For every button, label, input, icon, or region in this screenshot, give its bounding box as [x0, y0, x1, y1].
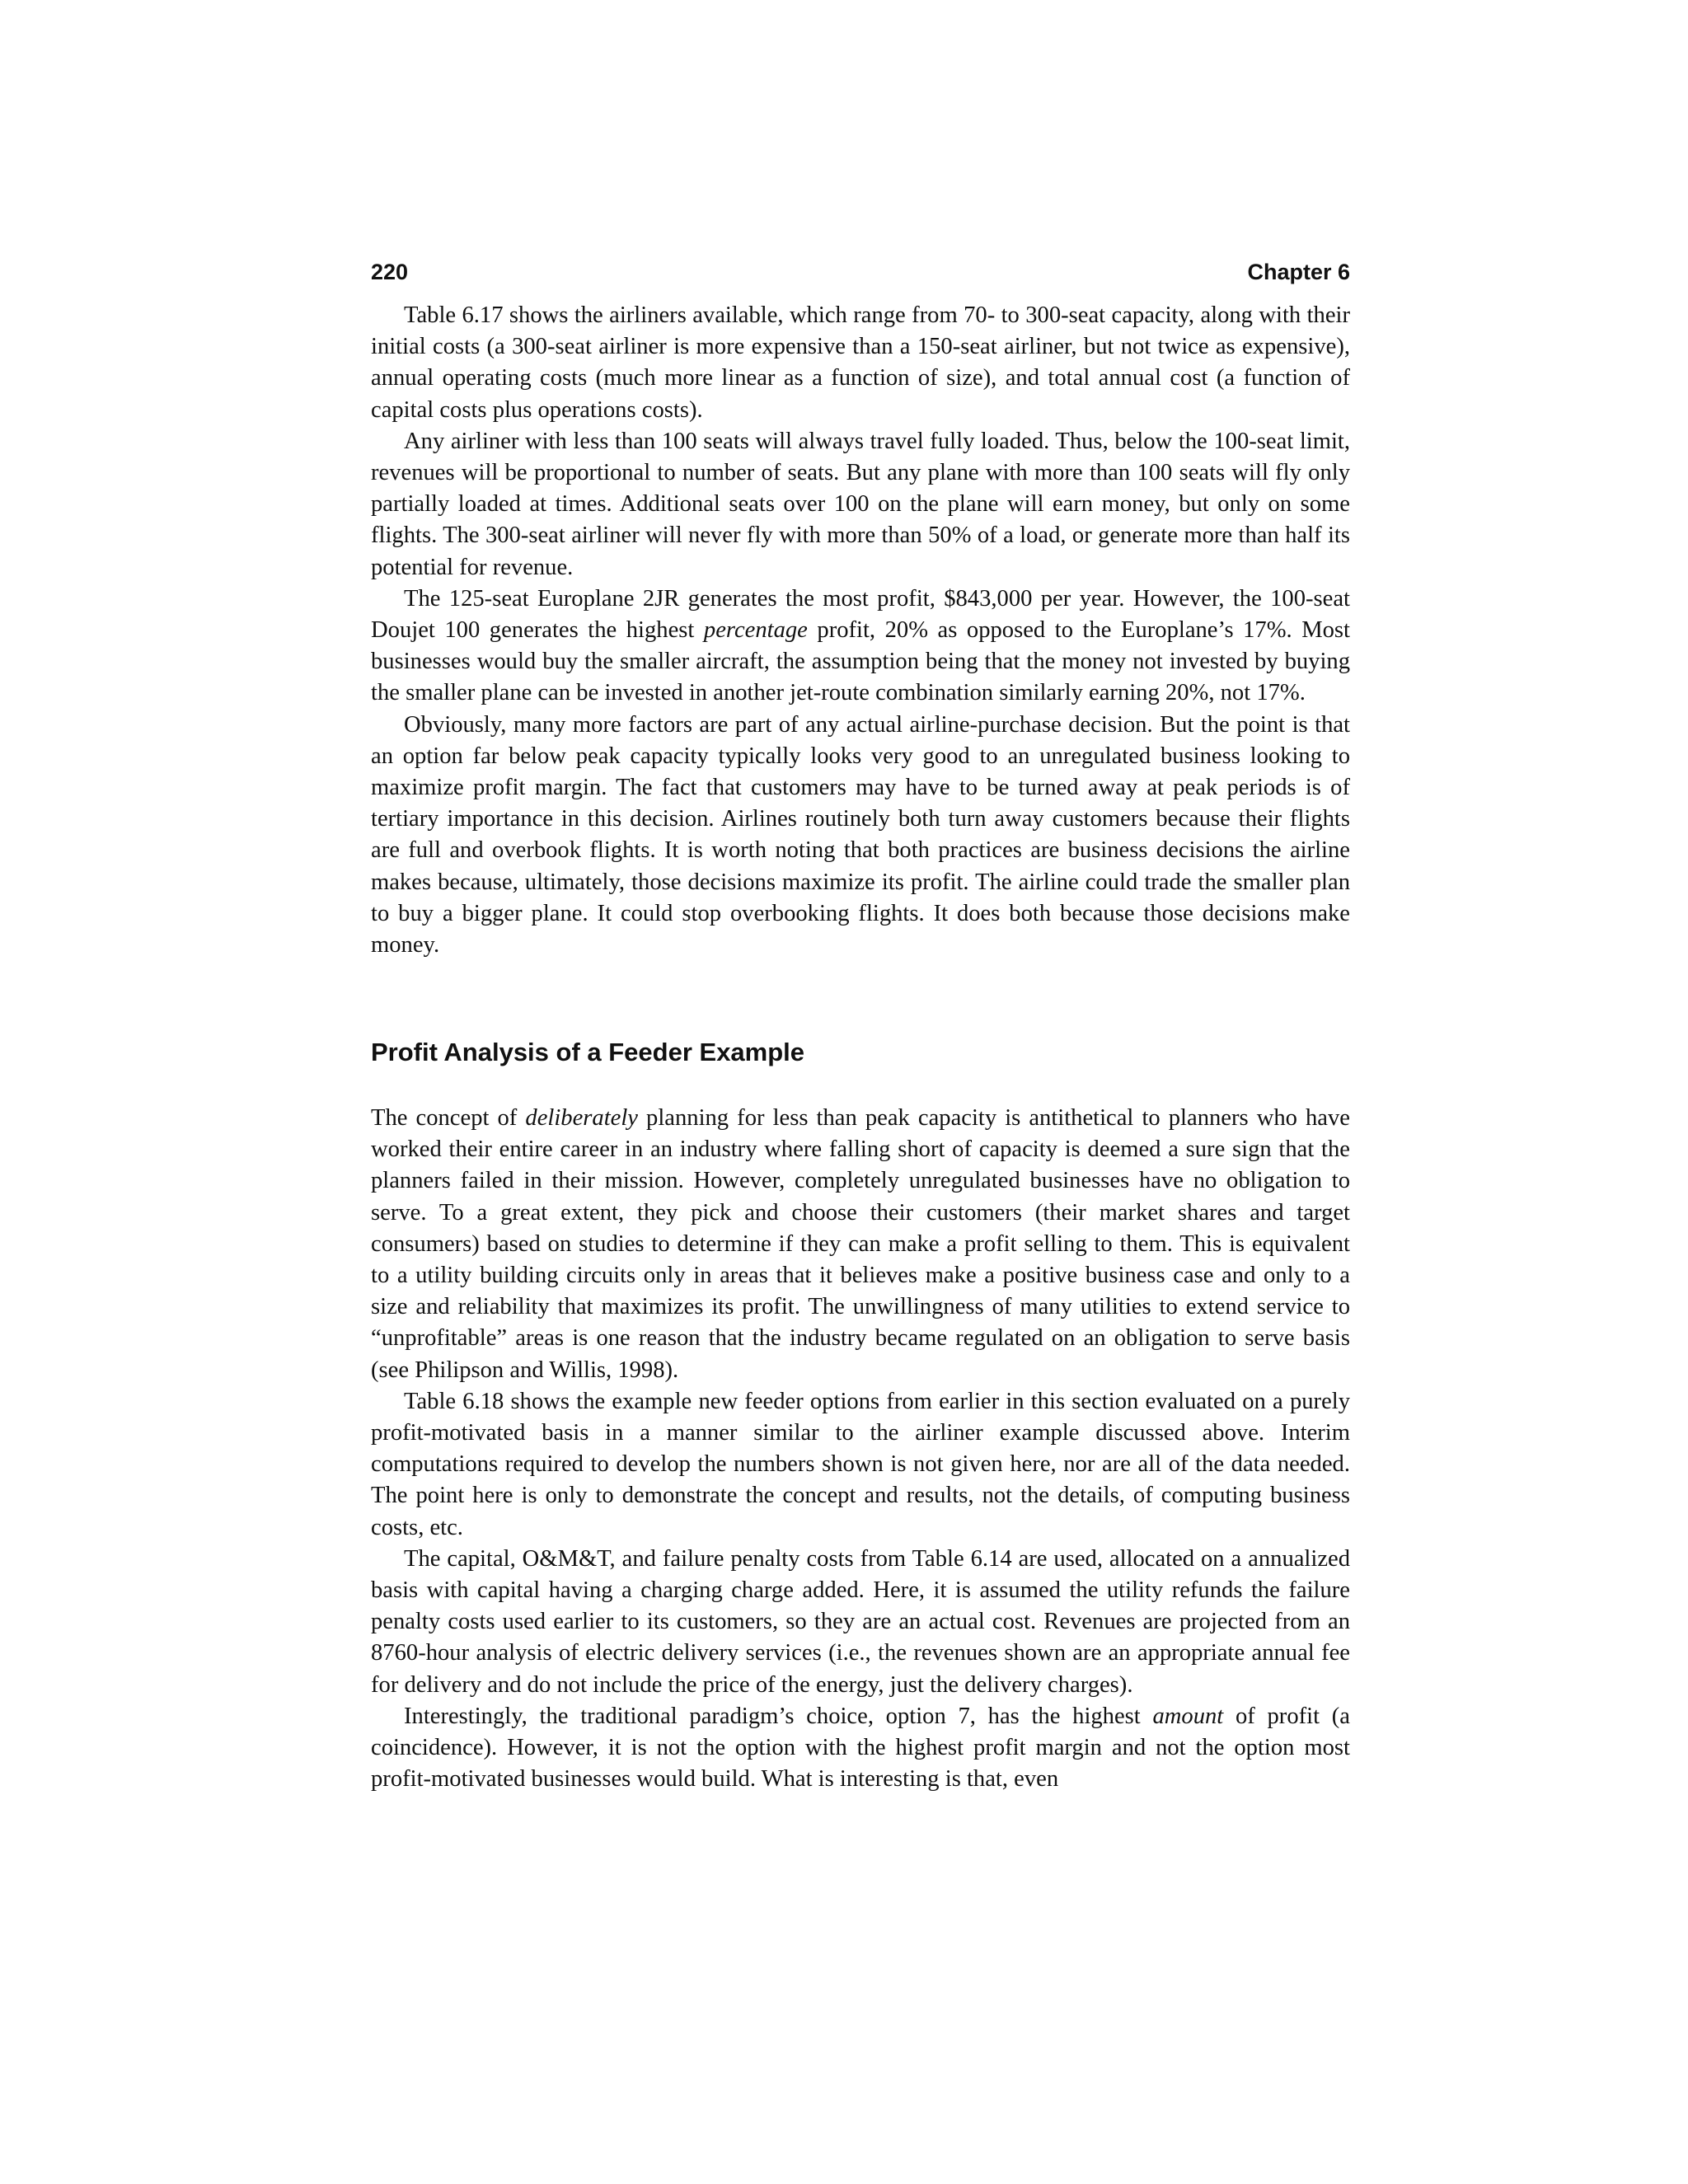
- text-run: Interestingly, the traditional paradigm’s choice, option 7, has the highest: [404, 1703, 1153, 1729]
- body-text-lower: [371, 1103, 1350, 1795]
- emphasized-text: percentage: [703, 617, 808, 644]
- page-header: [371, 255, 1350, 288]
- paragraph: Table 6.17 shows the airliners available, which range from 70- to 300-seat capacity, along with their initial costs (a 300-seat airliner is more expensive than a 150-seat airliner, but not twice as expensive), annual operating costs (much more linear as a function of size), and total annual cost (a function of capital costs plus operations costs).: [371, 302, 1350, 423]
- paragraph: [371, 1103, 1350, 1386]
- chapter-label: Chapter 6: [1247, 260, 1350, 284]
- paragraph: Obviously, many more factors are part of any actual airline-purchase decision. But the point is that an option far below peak capacity typically looks very good to an unregulated business looking to maximize profit margin. The fact that customers may have to be turned away at peak periods is of tertiary importance in this decision. Airlines routinely both turn away customers because their flights are full and overbook flights. It is worth noting that both practices are business decisions the airline makes because, ultimately, those decisions maximize its profit. The airline could trade the smaller plan to buy a bigger plane. It could stop overbooking flights. It does both because those decisions make money.: [371, 711, 1350, 958]
- text-run: of profit (a coincidence). However, it is not the option with the highest profit margin and not the option most profit-motivated businesses would build. What is interesting is that, even: [371, 1703, 1350, 1793]
- section-heading: Profit Analysis of a Feeder Example: [371, 1038, 805, 1066]
- body-text-upper: [371, 300, 1350, 961]
- paragraph: Table 6.18 shows the example new feeder options from earlier in this section evaluated on a purely profit-motivated basis in a manner similar to the airliner example discussed above. Interim computations required to develop the numbers shown is not given here, nor are all of the data needed. The point here is only to demonstrate the concept and results, not the details, of computing business costs, etc.: [371, 1388, 1350, 1540]
- text-run: profit, 20% as opposed to the Europlane’s 17%. Most businesses would buy the smaller aircraft, the assumption being that the money not invested by buying the smaller plane can be invested in another jet-route combination similarly earning 20%, not 17%.: [371, 617, 1350, 706]
- paragraph: Any airliner with less than 100 seats will always travel fully loaded. Thus, below the 100-seat limit, revenues will be proportional to number of seats. But any plane with more than 100 seats will fly only partially loaded at times. Additional seats over 100 on the plane will earn money, but only on some flights. The 300-seat airliner will never fly with more than 50% of a load, or generate more than half its potential for revenue.: [371, 428, 1350, 580]
- text-run: The 125-seat Europlane 2JR generates the most profit, $843,000 per year. However, the 100-seat Doujet 100 generates the highest: [371, 585, 1350, 644]
- paragraph: [371, 583, 1350, 710]
- emphasized-text: deliberately: [525, 1105, 638, 1131]
- text-run: planning for less than peak capacity is antithetical to planners who have worked their entire career in an industry where falling short of capacity is deemed a sure sign that the planners failed in their mission. However, completely unregulated businesses have no obligation to serve. To a great extent, they pick and choose their customers (their market shares and target consumers) based on studies to determine if they can make a profit selling to them. This is equivalent to a utility building circuits only in areas that it believes make a positive business case and only to a size and reliability that maximizes its profit. The unwillingness of many utilities to extend service to “unprofitable” areas is one reason that the industry became regulated on an obligation to serve basis (see Philipson and Willis, 1998).: [371, 1105, 1350, 1383]
- page-number: 220: [371, 260, 409, 284]
- emphasized-text: amount: [1152, 1703, 1224, 1729]
- paragraph: The capital, O&M&T, and failure penalty costs from Table 6.14 are used, allocated on a annualized basis with capital having a charging charge added. Here, it is assumed the utility refunds the failure penalty costs used earlier to its customers, so they are an actual cost. Revenues are projected from an 8760-hour analysis of electric delivery services (i.e., the revenues shown are an appropriate annual fee for delivery and do not include the price of the energy, just the delivery charges).: [371, 1545, 1350, 1698]
- paragraph: [371, 1701, 1350, 1796]
- text-run: The concept of: [371, 1105, 526, 1131]
